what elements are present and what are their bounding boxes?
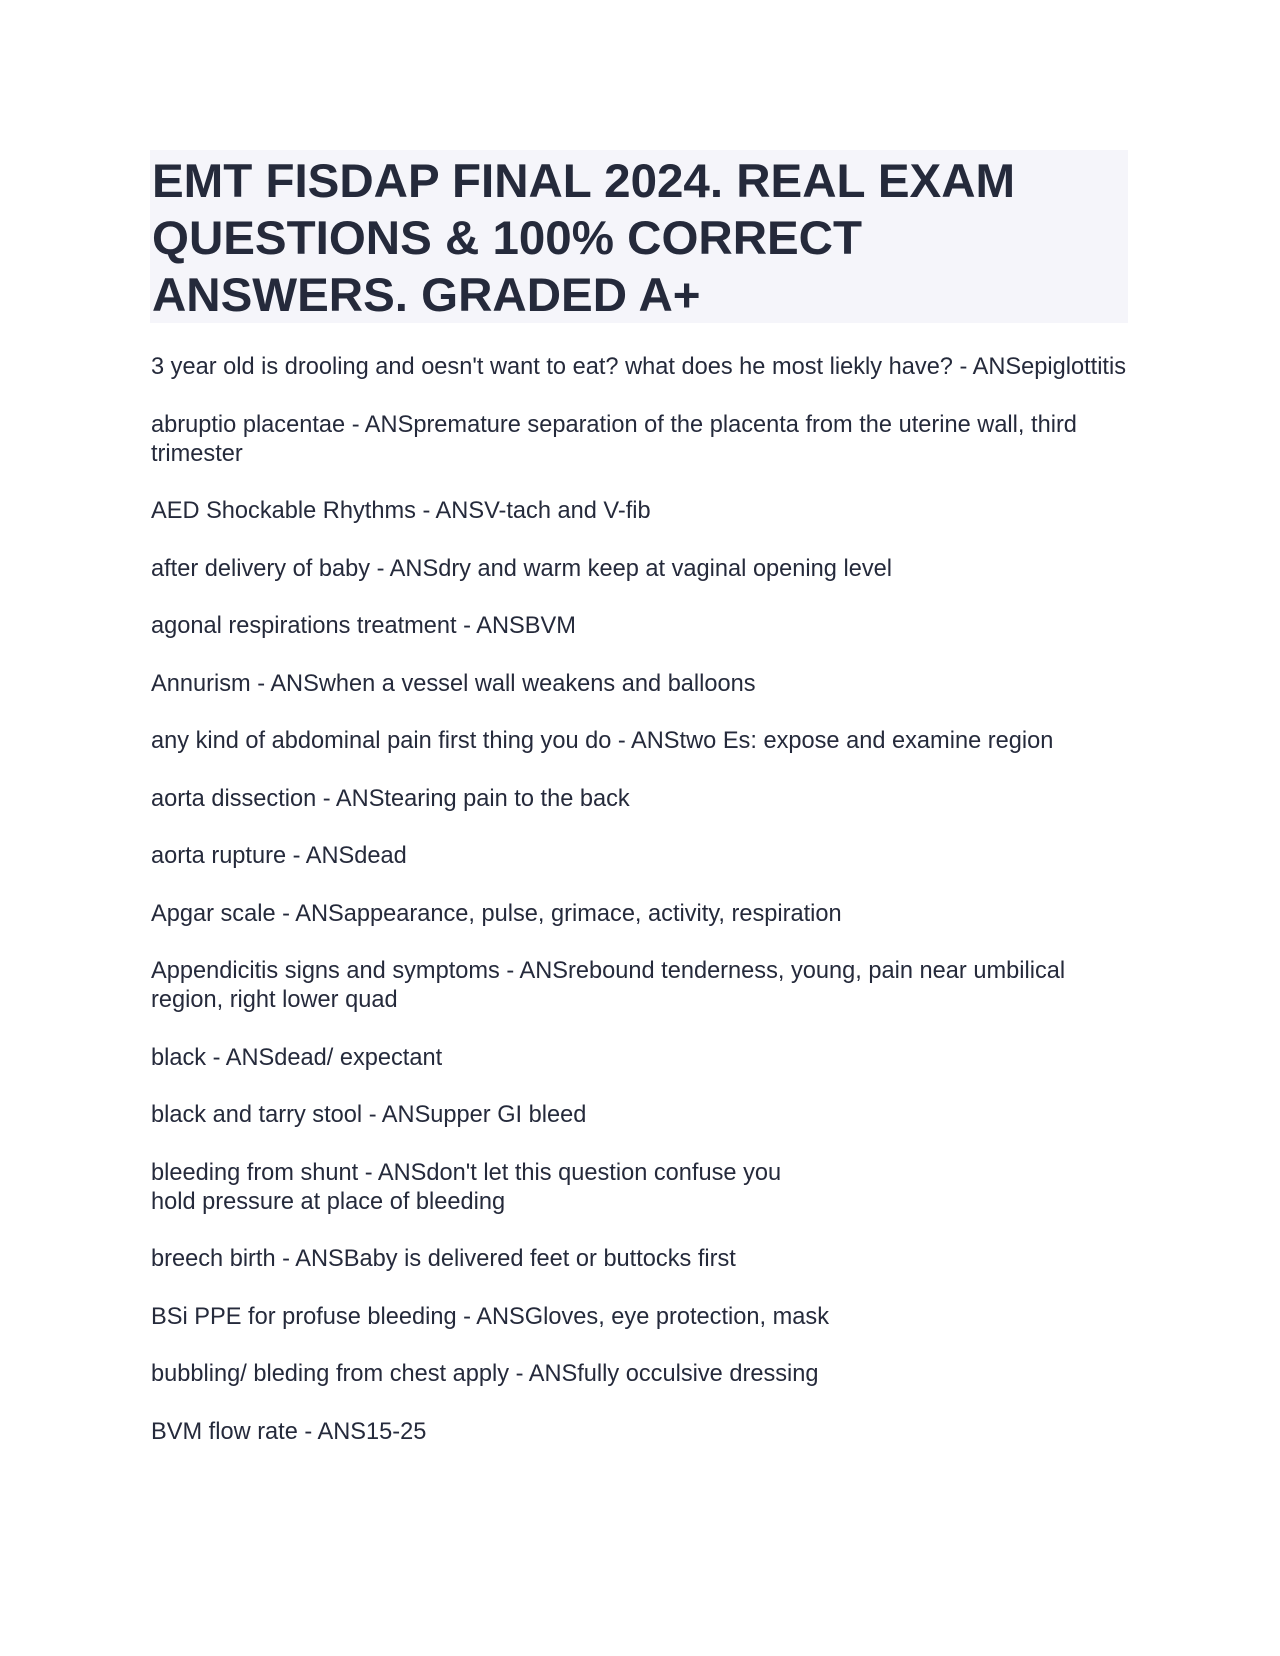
qa-item: aorta dissection - ANStearing pain to the back [151, 785, 630, 812]
qa-item: Apgar scale - ANSappearance, pulse, grimace, activity, respiration [151, 900, 842, 927]
qa-item: any kind of abdominal pain first thing you do - ANStwo Es: expose and examine region [151, 728, 1054, 754]
qa-item: BSi PPE for profuse bleeding - ANSGloves, eye protection, mask [151, 1303, 829, 1330]
qa-item: aorta rupture - ANSdead [151, 843, 407, 869]
qa-item: bubbling/ bleding from chest apply - ANSfully occulsive dressing [151, 1361, 819, 1387]
qa-item: bleeding from shunt - ANSdon't let this question confuse you hold pressure at place of bleeding [151, 1159, 782, 1215]
qa-item: after delivery of baby - ANSdry and warm keep at vaginal opening level [151, 555, 892, 582]
title-block [150, 150, 1128, 323]
qa-item: agonal respirations treatment - ANSBVM [151, 613, 576, 639]
qa-item: BVM flow rate - ANS15-25 [151, 1418, 427, 1445]
qa-item: AED Shockable Rhythms - ANSV-tach and V-fib [151, 498, 651, 524]
qa-list [151, 353, 1131, 1475]
qa-item: breech birth - ANSBaby is delivered feet or buttocks first [151, 1246, 736, 1272]
qa-item: black - ANSdead/ expectant [151, 1044, 443, 1071]
qa-item: Annurism - ANSwhen a vessel wall weakens and balloons [151, 670, 756, 697]
qa-item: Appendicitis signs and symptoms - ANSrebound tenderness, young, pain near umbilical region, right lower quad [151, 958, 1066, 1013]
qa-item: abruptio placentae - ANSpremature separation of the placenta from the uterine wall, third trimester [151, 411, 1077, 467]
qa-item: black and tarry stool - ANSupper GI bleed [151, 1102, 587, 1128]
page-title: EMT FISDAP FINAL 2024. REAL EXAM QUESTIONS & 100% CORRECT ANSWERS. GRADED A+ [152, 155, 1016, 322]
qa-item: 3 year old is drooling and oesn't want to eat? what does he most liekly have? - ANSepiglottitis [151, 354, 1127, 380]
